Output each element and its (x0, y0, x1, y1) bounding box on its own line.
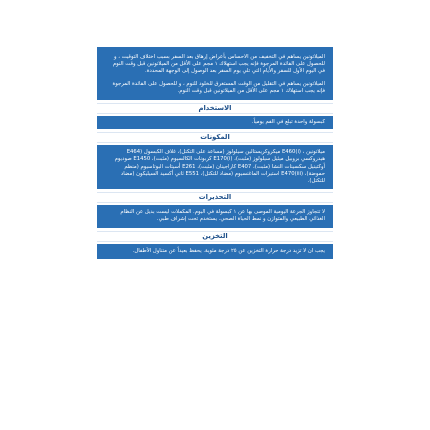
intro-paragraph-sleep: الميلاتونين يساهم في التقليل من الوقت المستغرق للخلود للنوم ، و للحصول على الفائدة المرجوة فإنه يجب استهلاك ١ مجم على الأقل من الميلاتونين قبل وقت النوم. (112, 80, 325, 94)
ingredients-section (97, 145, 333, 189)
storage-text: يجب ان لا تزيد درجة حرارة التخزين عن ٢٥ درجة مئوية. يحفظ بعيداً عن متناول الأطفال. (132, 247, 325, 254)
intro-paragraph-jetlag: الميلاتونين يساهم في التخفيف من الاحساس بأعراض إرهاق بعد السفر بسبب اختلاف التوقيت ، و للحصول على الفائدة المرجوة فإنه يجب استهلاك ١ مجم على الأقل من الميلاتونين قبل وقت النوم في اليوم الأول للسفر والأيام التي تلي يوم السفر بعد الوصول إلى الوجهة المحددة. (112, 54, 325, 75)
ingredients-text: ميلاتونين ، E460(i) ميكروكريستالين سيلولوز (مساعد على التكتل)، غلاف الكبسول (E464 هيدروكسي بروبيل ميثيل سيلولوز (مثبت)، E170(i) كربونات الكالسيوم (مثبت)، E1450 صوديوم أوكتينيل سكسينات النشا (مثبت)، E407 كاراجينان (مثبت)، E261 أسيتات البوتاسيوم (منظم حموضة)، E470(iii) استيرات الماغنسيوم (مضاد للتكتل)، E551 ثاني أكسيد السيليكون (مضاد للتكتل). (114, 149, 325, 185)
storage-heading: التخزين (97, 231, 333, 242)
usage-heading: الاستخدام (97, 103, 333, 114)
usage-text: كبسولة واحدة تبلع في الفم يومياً. (251, 119, 325, 126)
warnings-section (97, 205, 333, 227)
warnings-heading: التحذيرات (97, 192, 333, 203)
usage-section (97, 116, 333, 129)
warnings-text: لا تتجاوز الجرعة اليومية الموصى بها عن ١ كبسولة في اليوم. المكملات ليست بديل عن النظام الغذائي الطبيعي والمتوازن و نمط الحياة الصحي. يستخدم تحت إشراف طبي. (120, 209, 325, 223)
label-sheet (97, 47, 333, 262)
ingredients-heading: المكونات (97, 132, 333, 143)
storage-section (97, 244, 333, 259)
intro-section (97, 47, 333, 100)
